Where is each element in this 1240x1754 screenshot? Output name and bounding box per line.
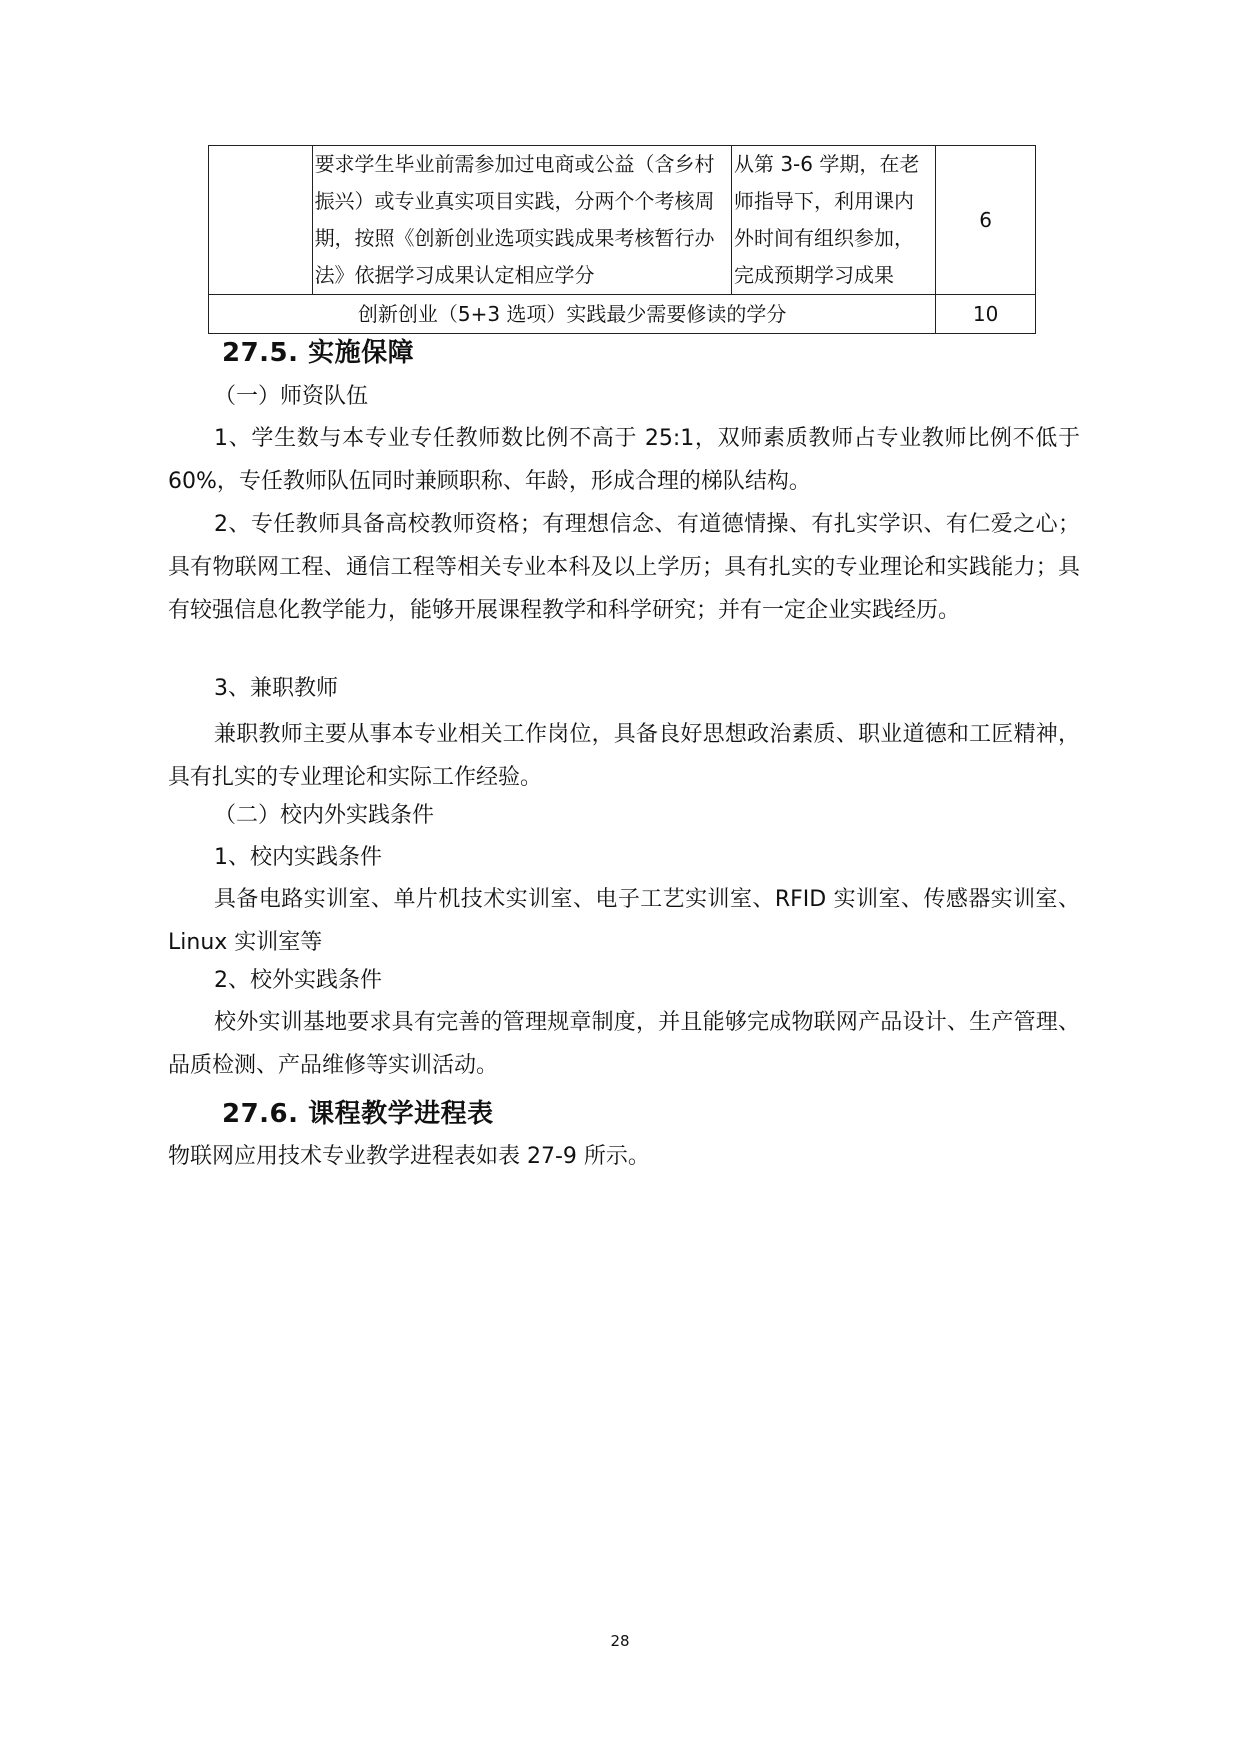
schedule-text: 从第 3-6 学期，在老师指导下，利用课内外时间有组织参加，完成预期学习成果 <box>733 152 920 287</box>
paragraph-ratio: 1、学生数与本专业专任教师数比例不高于 25:1，双师素质教师占专业教师比例不低于 60%，专任教师队伍同时兼顾职称、年龄，形成合理的梯队结构。 <box>168 426 1080 494</box>
subheading-practice-conditions: （二）校内外实践条件 <box>214 803 435 828</box>
paragraph-off-campus: 校外实训基地要求具有完善的管理规章制度，并且能够完成物联网产品设计、生产管理、品质检测、产品维修等实训活动。 <box>168 1010 1080 1078</box>
requirement-text: 要求学生毕业前需参加过电商或公益（含乡村振兴）或专业真实项目实践，分两个个考核周期，按照《创新创业选项实践成果考核暂行办法》依据学习成果认定相应学分 <box>314 152 715 287</box>
subheading-faculty: （一）师资队伍 <box>214 384 369 409</box>
heading-part-time: 3、兼职教师 <box>214 676 338 701</box>
paragraph-schedule-ref: 物联网应用技术专业教学进程表如表 27-9 所示。 <box>168 1144 650 1169</box>
credits-table-wrapper <box>208 145 1036 334</box>
table-row-total <box>209 295 1036 334</box>
table-cell-credits: 6 <box>936 146 1036 295</box>
table-cell-requirement <box>312 146 731 295</box>
paragraph-on-campus: 具备电路实训室、单片机技术实训室、电子工艺实训室、RFID 实训室、传感器实训室、Linux 实训室等 <box>168 887 1080 955</box>
total-label: 创新创业（5+3 选项）实践最少需要修读的学分 <box>209 295 936 334</box>
paragraph-qualifications: 2、专任教师具备高校教师资格；有理想信念、有道德情操、有扎实学识、有仁爱之心；具有物联网工程、通信工程等相关专业本科及以上学历；具有扎实的专业理论和实践能力；具有较强信息化教学能力，能够开展课程教学和科学研究；并有一定企业实践经历。 <box>168 512 1080 623</box>
heading-on-campus: 1、校内实践条件 <box>214 845 382 870</box>
credits-table <box>208 145 1036 334</box>
table-cell-category <box>209 146 313 295</box>
paragraph-part-time: 兼职教师主要从事本专业相关工作岗位，具备良好思想政治素质、职业道德和工匠精神，具有扎实的专业理论和实际工作经验。 <box>168 722 1080 790</box>
table-cell-schedule <box>731 146 935 295</box>
table-row <box>209 146 1036 295</box>
section-title-27-6: 27.6. 课程教学进程表 <box>222 1099 494 1129</box>
heading-off-campus: 2、校外实践条件 <box>214 968 382 993</box>
page-number: 28 <box>610 1632 630 1650</box>
total-credits: 10 <box>936 295 1036 334</box>
section-title-27-5: 27.5. 实施保障 <box>222 338 415 368</box>
